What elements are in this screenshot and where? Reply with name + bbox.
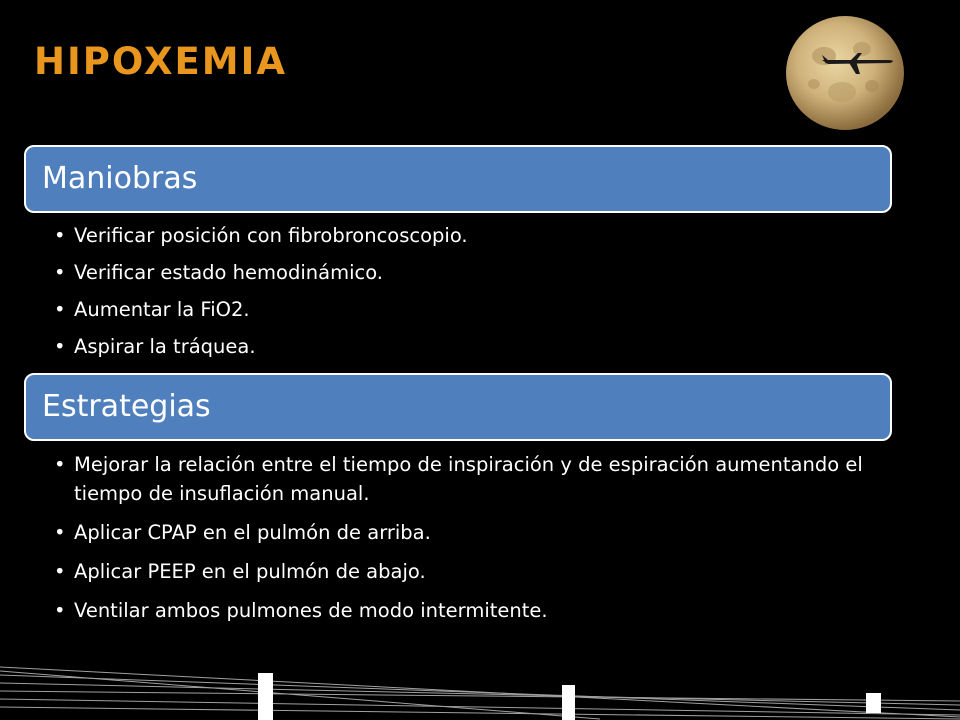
post-marker — [562, 685, 575, 720]
moon-crater — [828, 82, 856, 102]
list-item: • Ventilar ambos pulmones de modo intermitente. — [48, 596, 868, 625]
section-header-estrategias: Estrategias — [24, 373, 892, 441]
moon-crater — [853, 42, 871, 56]
slide-title: HIPOXEMIA — [34, 40, 288, 83]
list-item: • Verificar estado hemodinámico. — [48, 258, 868, 287]
perspective-lines-decoration — [0, 655, 960, 720]
maniobras-list — [48, 221, 868, 369]
section-header-maniobras: Maniobras — [24, 145, 892, 213]
list-item: • Aplicar CPAP en el pulmón de arriba. — [48, 518, 868, 547]
moon-crater — [808, 79, 820, 89]
moon-crater — [865, 80, 879, 92]
moon-disc — [786, 16, 904, 130]
post-marker — [258, 673, 273, 720]
list-item: • Verificar posición con fibrobroncoscopio. — [48, 221, 868, 250]
post-marker — [866, 693, 881, 713]
list-item: • Aspirar la tráquea. — [48, 332, 868, 361]
list-item: • Aumentar la FiO2. — [48, 295, 868, 324]
list-item: • Aplicar PEEP en el pulmón de abajo. — [48, 557, 868, 586]
moon-with-airplane-image — [784, 14, 906, 132]
estrategias-list — [48, 450, 868, 635]
list-item: • Mejorar la relación entre el tiempo de inspiración y de espiración aumentando el tiempo de insuflación manual. — [48, 450, 868, 508]
